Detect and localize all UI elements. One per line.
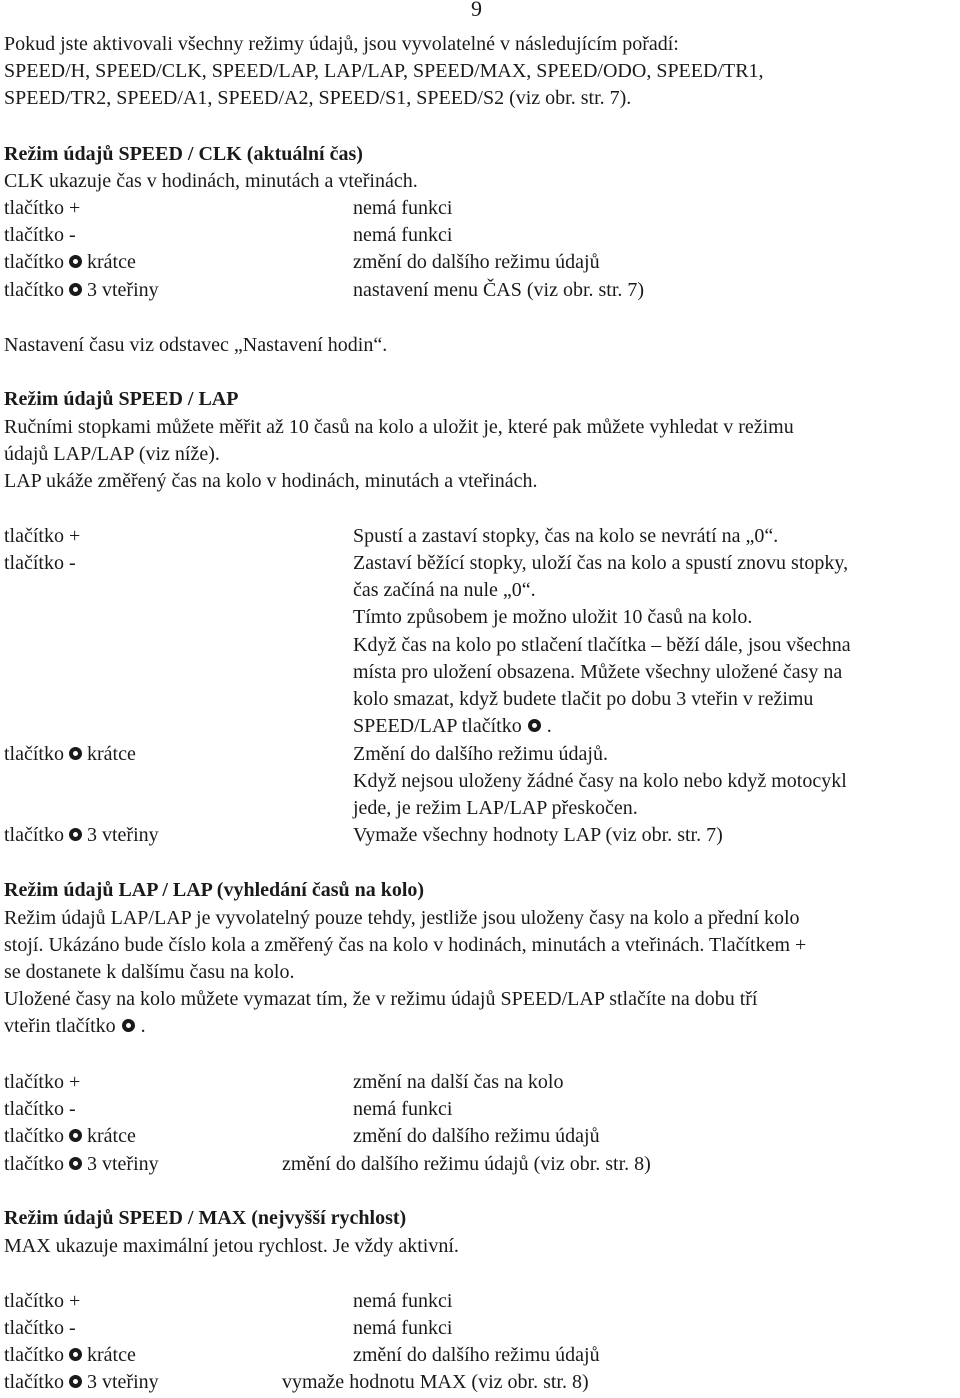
- button-duration: krátce: [86, 1125, 136, 1147]
- button-duration: 3 vteřiny: [86, 279, 159, 301]
- lap-description: LAP ukáže změřený čas na kolo v hodinách, minutách a vteřinách.: [4, 470, 538, 492]
- button-label: tlačítko: [4, 1153, 64, 1175]
- max-row-minus-action: nemá funkci: [353, 1317, 453, 1339]
- button-label: tlačítko: [4, 1125, 64, 1147]
- lap-description: Ručními stopkami můžete měřit až 10 časů na kolo a uložit je, které pak můžete vyhledat v režimu: [4, 416, 794, 438]
- button-duration: 3 vteřiny: [86, 1153, 159, 1175]
- max-row-long-action: vymaže hodnotu MAX (viz obr. str. 8): [282, 1371, 589, 1393]
- clk-note: Nastavení času viz odstavec „Nastavení hodin“.: [4, 334, 388, 356]
- max-row-minus-button: tlačítko -: [4, 1317, 76, 1339]
- laplap-row-short-button: [4, 1124, 136, 1148]
- button-duration: krátce: [86, 743, 136, 765]
- max-row-plus-button: tlačítko +: [4, 1290, 81, 1312]
- button-label: tlačítko: [4, 824, 64, 846]
- lap-short-action: jede, je režim LAP/LAP přeskočen.: [353, 797, 638, 819]
- button-label: tlačítko: [4, 743, 64, 765]
- lap-minus-button: tlačítko -: [4, 552, 76, 574]
- clk-row-short-button: [4, 250, 136, 274]
- circle-button-icon: [69, 1348, 82, 1361]
- intro-line: Pokud jste aktivovali všechny režimy údajů, jsou vyvolatelné v následujícím pořadí:: [4, 33, 679, 55]
- intro-line: SPEED/TR2, SPEED/A1, SPEED/A2, SPEED/S1, SPEED/S2 (viz obr. str. 7).: [4, 87, 632, 109]
- circle-button-icon: [528, 719, 541, 732]
- laplap-row-plus-button: tlačítko +: [4, 1071, 81, 1093]
- laplap-description-last: [4, 1014, 146, 1038]
- laplap-description-text: vteřin tlačítko: [4, 1015, 116, 1037]
- lap-description: údajů LAP/LAP (viz níže).: [4, 443, 220, 465]
- lap-long-button: [4, 823, 159, 847]
- clk-row-short-action: změní do dalšího režimu údajů: [353, 251, 600, 273]
- lap-minus-action: Tímto způsobem je možno uložit 10 časů na kolo.: [353, 606, 753, 628]
- section-heading-clk: Režim údajů SPEED / CLK (aktuální čas): [4, 143, 363, 165]
- clk-row-plus-action: nemá funkci: [353, 197, 453, 219]
- clk-row-long-button: [4, 278, 159, 302]
- section-heading-max: Režim údajů SPEED / MAX (nejvyšší rychlost): [4, 1207, 407, 1229]
- button-duration: krátce: [86, 251, 136, 273]
- page-number: 9: [471, 0, 482, 21]
- laplap-description: se dostanete k dalšímu času na kolo.: [4, 961, 295, 983]
- circle-button-icon: [69, 1375, 82, 1388]
- section-heading-laplap: Režim údajů LAP / LAP (vyhledání časů na kolo): [4, 879, 425, 901]
- button-label: tlačítko: [4, 1344, 64, 1366]
- circle-button-icon: [122, 1019, 135, 1032]
- clk-description: CLK ukazuje čas v hodinách, minutách a vteřinách.: [4, 170, 418, 192]
- lap-plus-action: Spustí a zastaví stopky, čas na kolo se nevrátí na „0“.: [353, 525, 779, 547]
- lap-minus-action: místa pro uložení obsazena. Můžete všechny uložené časy na: [353, 661, 843, 683]
- lap-minus-action: kolo smazat, když budete tlačit po dobu 3 vteřin v režimu: [353, 688, 814, 710]
- lap-minus-action-last: [353, 714, 552, 738]
- max-description: MAX ukazuje maximální jetou rychlost. Je vždy aktivní.: [4, 1235, 459, 1257]
- button-duration: 3 vteřiny: [86, 824, 159, 846]
- laplap-row-long-action: změní do dalšího režimu údajů (viz obr. str. 8): [282, 1153, 651, 1175]
- lap-minus-action-text: SPEED/LAP tlačítko: [353, 715, 522, 737]
- lap-short-button: [4, 742, 136, 766]
- lap-minus-action: Když čas na kolo po stlačení tlačítka – běží dále, jsou všechna: [353, 634, 851, 656]
- lap-minus-action: čas začíná na nule „0“.: [353, 579, 536, 601]
- laplap-row-minus-button: tlačítko -: [4, 1098, 76, 1120]
- clk-row-minus-action: nemá funkci: [353, 224, 453, 246]
- laplap-row-short-action: změní do dalšího režimu údajů: [353, 1125, 600, 1147]
- max-row-plus-action: nemá funkci: [353, 1290, 453, 1312]
- laplap-description: Uložené časy na kolo můžete vymazat tím, že v režimu údajů SPEED/LAP stlačíte na dobu tří: [4, 988, 758, 1010]
- section-heading-lap: Režim údajů SPEED / LAP: [4, 388, 239, 410]
- laplap-description: stojí. Ukázáno bude číslo kola a změřený čas na kolo v hodinách, minutách a vteřinách. Tlačítkem +: [4, 934, 807, 956]
- laplap-description: Režim údajů LAP/LAP je vyvolatelný pouze tehdy, jestliže jsou uloženy časy na kolo a přední kolo: [4, 907, 800, 929]
- lap-short-action: Změní do dalšího režimu údajů.: [353, 743, 608, 765]
- circle-button-icon: [69, 828, 82, 841]
- intro-line: SPEED/H, SPEED/CLK, SPEED/LAP, LAP/LAP, SPEED/MAX, SPEED/ODO, SPEED/TR1,: [4, 60, 764, 82]
- button-label: tlačítko: [4, 251, 64, 273]
- laplap-row-long-button: [4, 1152, 159, 1176]
- lap-minus-action: Zastaví běžící stopky, uloží čas na kolo a spustí znovu stopky,: [353, 552, 849, 574]
- button-duration: krátce: [86, 1344, 136, 1366]
- lap-short-action: Když nejsou uloženy žádné časy na kolo nebo když motocykl: [353, 770, 847, 792]
- period: .: [140, 1015, 146, 1037]
- circle-button-icon: [69, 1157, 82, 1170]
- clk-row-plus-button: tlačítko +: [4, 197, 81, 219]
- max-row-short-action: změní do dalšího režimu údajů: [353, 1344, 600, 1366]
- max-row-short-button: [4, 1343, 136, 1367]
- laplap-row-plus-action: změní na další čas na kolo: [353, 1071, 564, 1093]
- laplap-row-minus-action: nemá funkci: [353, 1098, 453, 1120]
- max-row-long-button: [4, 1370, 159, 1394]
- circle-button-icon: [69, 1129, 82, 1142]
- circle-button-icon: [69, 283, 82, 296]
- button-label: tlačítko: [4, 279, 64, 301]
- clk-row-minus-button: tlačítko -: [4, 224, 76, 246]
- circle-button-icon: [69, 255, 82, 268]
- lap-long-action: Vymaže všechny hodnoty LAP (viz obr. str. 7): [353, 824, 723, 846]
- period: .: [546, 715, 552, 737]
- button-duration: 3 vteřiny: [86, 1371, 159, 1393]
- lap-plus-button: tlačítko +: [4, 525, 81, 547]
- clk-row-long-action: nastavení menu ČAS (viz obr. str. 7): [353, 279, 645, 301]
- button-label: tlačítko: [4, 1371, 64, 1393]
- circle-button-icon: [69, 747, 82, 760]
